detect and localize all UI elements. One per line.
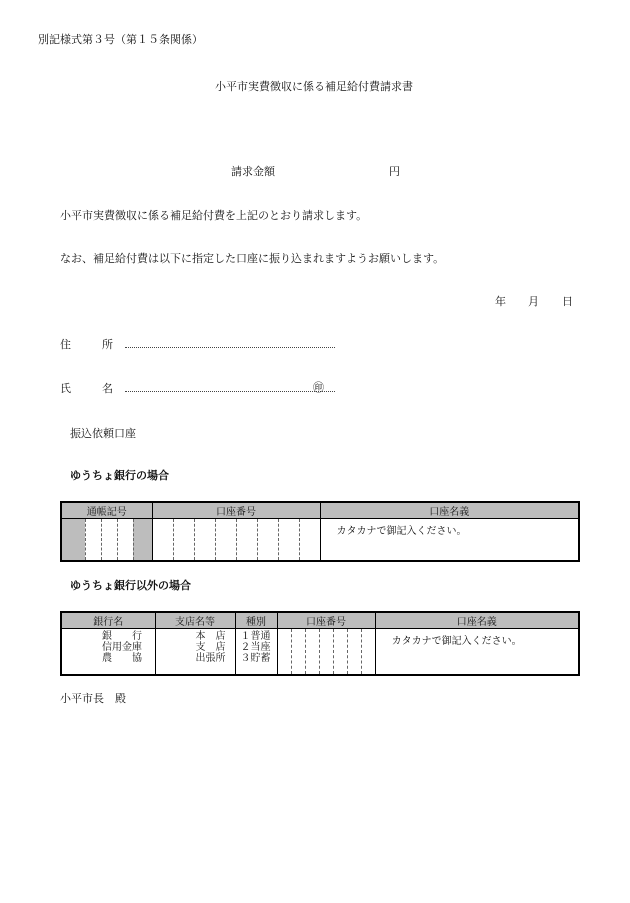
other-number-digit[interactable]: [305, 629, 319, 675]
other-number-digit[interactable]: [361, 629, 375, 675]
yucho-symbol-digit[interactable]: [85, 519, 101, 561]
yucho-table: [60, 501, 580, 562]
yucho-number-digit[interactable]: [278, 519, 299, 561]
transfer-account-label: 振込依頼口座: [70, 427, 136, 440]
yucho-heading: ゆうちょ銀行の場合: [70, 469, 169, 482]
yucho-symbol-prefix-cell: [61, 519, 85, 561]
yucho-number-digit[interactable]: [299, 519, 320, 561]
yucho-symbol-check-cell: [133, 519, 152, 561]
address-field[interactable]: [125, 347, 335, 348]
branch-type-shiten: 支 店: [195, 642, 226, 653]
account-type-chochiku: ３貯蓄: [240, 653, 271, 664]
yucho-header-account-number: 口座番号: [152, 502, 320, 519]
address-label-2: 所: [102, 338, 113, 351]
branch-name-field[interactable]: [155, 629, 235, 675]
statement-request: 小平市実費徴収に係る補足給付費を上記のとおり請求します。: [60, 209, 368, 222]
yucho-number-digit[interactable]: [236, 519, 257, 561]
other-number-digit[interactable]: [277, 629, 291, 675]
name-label-1: 氏: [60, 382, 71, 395]
yucho-header-passbook-symbol: 通帳記号: [61, 502, 152, 519]
statement-transfer: なお、補足給付費は以下に指定した口座に振り込まれますようお願いします。: [60, 252, 445, 265]
bank-type-shinkin: 信用金庫: [102, 642, 142, 653]
other-header-account-number: 口座番号: [277, 612, 375, 629]
other-number-digit[interactable]: [291, 629, 305, 675]
bank-type-ginko: 銀 行: [102, 631, 142, 642]
address-label-1: 住: [60, 338, 71, 351]
other-header-account-holder: 口座名義: [375, 612, 579, 629]
other-header-account-type: 種別: [235, 612, 277, 629]
other-bank-heading: ゆうちょ銀行以外の場合: [70, 579, 191, 592]
date-month: 月: [528, 295, 539, 308]
account-type-futsu: １普通: [240, 631, 271, 642]
yucho-account-holder-field[interactable]: カタカナで御記入ください。: [320, 519, 579, 561]
date-year: 年: [495, 295, 506, 308]
bank-type-nokyo: 農 協: [102, 653, 142, 664]
other-number-digit[interactable]: [319, 629, 333, 675]
yucho-number-digit[interactable]: [215, 519, 236, 561]
yucho-number-digit[interactable]: [194, 519, 215, 561]
name-label-2: 名: [102, 382, 113, 395]
seal-mark: ㊞: [313, 381, 324, 394]
branch-type-honten: 本 店: [195, 631, 226, 642]
account-type-field[interactable]: [235, 629, 277, 675]
name-field[interactable]: [125, 391, 335, 392]
other-header-bank-name: 銀行名: [61, 612, 155, 629]
yucho-header-account-holder: 口座名義: [320, 502, 579, 519]
branch-type-shutchojo: 出張所: [195, 653, 226, 664]
amount-unit: 円: [389, 165, 400, 178]
form-number: 別記様式第３号（第１５条関係）: [38, 33, 203, 46]
yucho-number-digit[interactable]: [173, 519, 194, 561]
yucho-symbol-digit[interactable]: [117, 519, 133, 561]
document-title: 小平市実費徴収に係る補足給付費請求書: [215, 80, 413, 93]
date-day: 日: [562, 295, 573, 308]
other-account-holder-field[interactable]: カタカナで御記入ください。: [375, 629, 579, 675]
other-bank-table: [60, 611, 580, 676]
other-number-digit[interactable]: [333, 629, 347, 675]
yucho-symbol-digit[interactable]: [101, 519, 117, 561]
addressee: 小平市長 殿: [60, 692, 126, 705]
bank-name-field[interactable]: [61, 629, 155, 675]
yucho-number-digit[interactable]: [152, 519, 173, 561]
amount-label: 請求金額: [231, 165, 275, 178]
account-type-toza: ２当座: [240, 642, 271, 653]
other-header-branch-name: 支店名等: [155, 612, 235, 629]
other-number-digit[interactable]: [347, 629, 361, 675]
yucho-number-digit[interactable]: [257, 519, 278, 561]
